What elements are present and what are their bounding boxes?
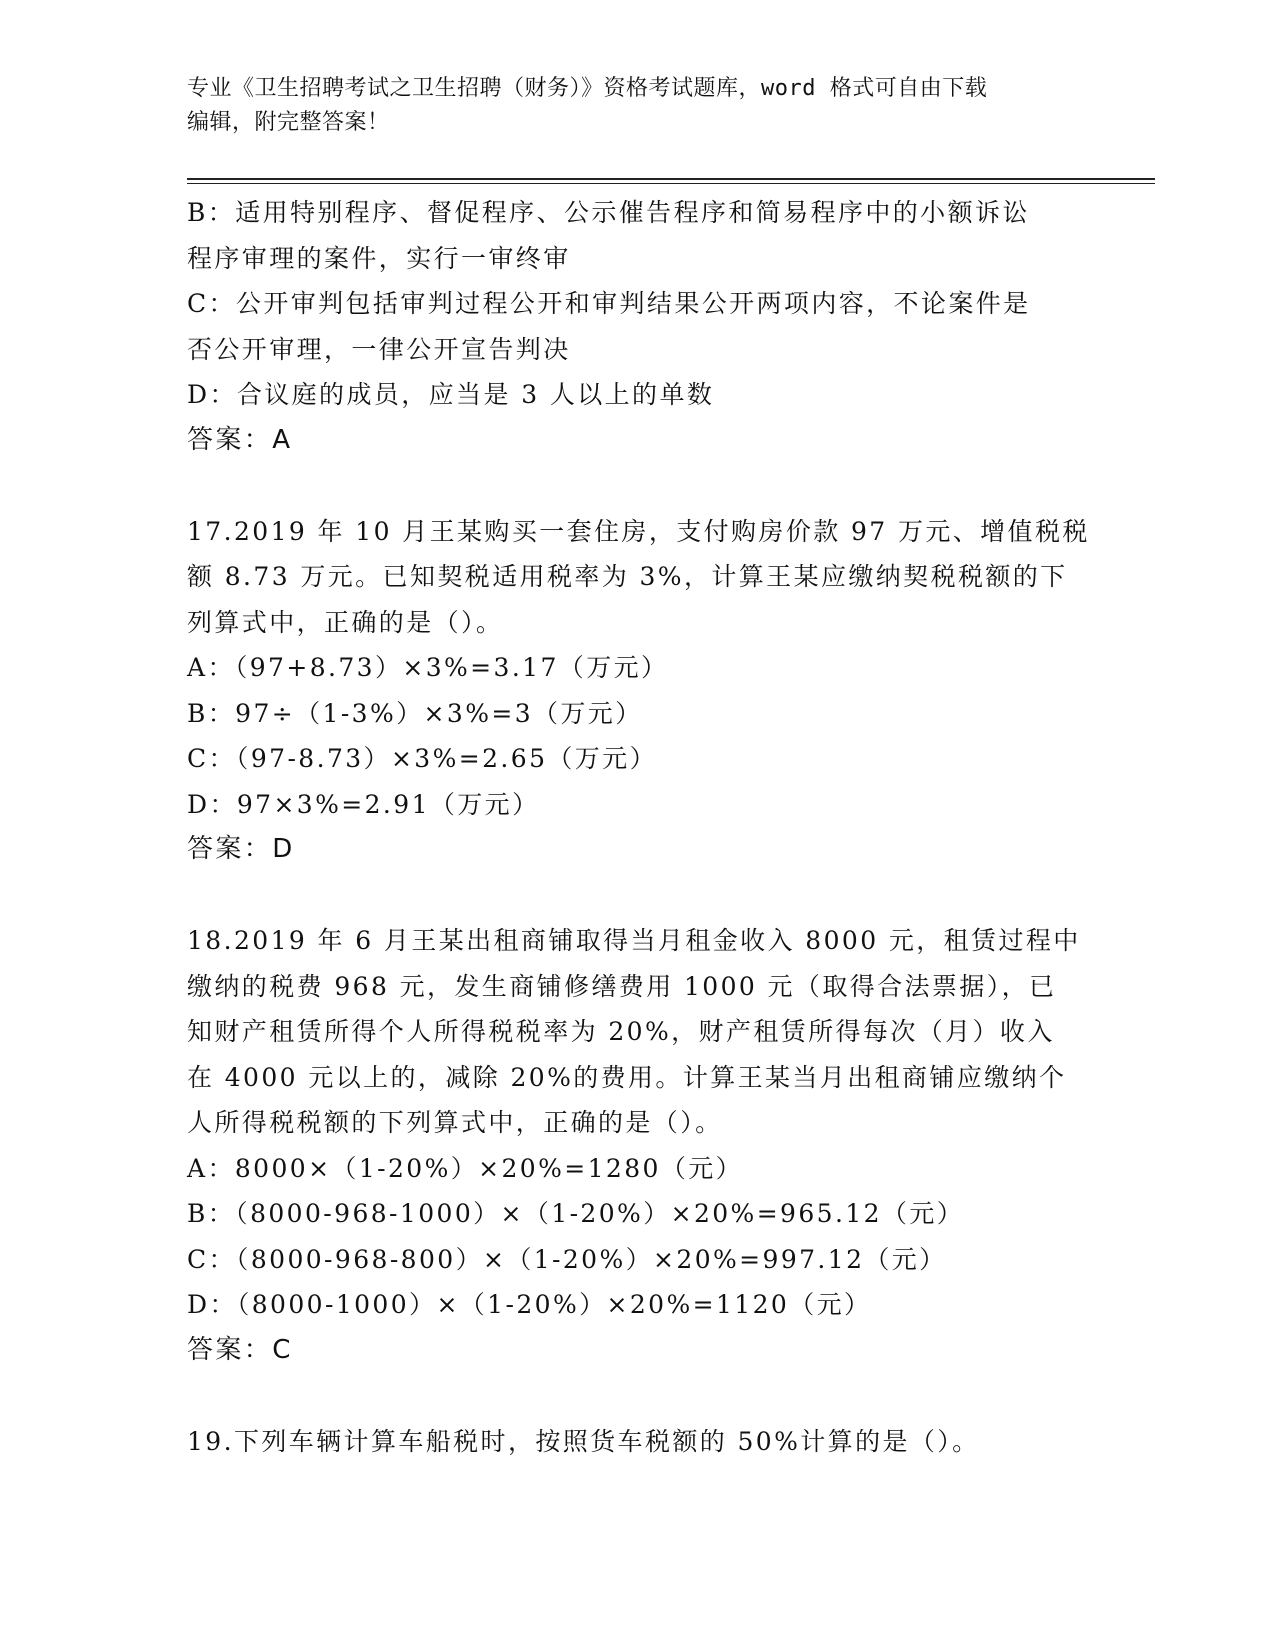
- option-line: D：合议庭的成员，应当是 3 人以上的单数: [187, 380, 715, 409]
- question-stem-line: 18.2019 年 6 月王某出租商铺取得当月租金收入 8000 元，租赁过程中: [187, 926, 1081, 955]
- option-line: D：（8000-1000）×（1-20%）×20%=1120（元）: [187, 1290, 872, 1319]
- question-stem-line: 人所得税税额的下列算式中，正确的是（）。: [187, 1108, 723, 1137]
- question-19: [187, 1419, 1087, 1465]
- option-line: C：（97-8.73）×3%=2.65（万元）: [187, 744, 657, 773]
- question-stem-line: 19.下列车辆计算车船税时，按照货车税额的 50%计算的是（）。: [187, 1426, 980, 1456]
- document-header: [187, 72, 1087, 140]
- spacer: [187, 463, 1087, 509]
- answer-line: 答案：C: [187, 1334, 293, 1365]
- option-line: A：8000×（1-20%）×20%=1280（元）: [187, 1153, 744, 1183]
- question-stem-line: 缴纳的税费 968 元，发生商铺修缮费用 1000 元（取得合法票据），已: [187, 971, 1057, 1001]
- question-stem-line: 额 8.73 万元。已知契税适用税率为 3%，计算王某应缴纳契税税额的下: [187, 562, 1068, 591]
- option-line: C：（8000-968-800）×（1-20%）×20%=997.12（元）: [187, 1244, 947, 1274]
- option-line: C：公开审判包括审判过程公开和审判结果公开两项内容，不论案件是: [187, 289, 1031, 318]
- question-16: [187, 190, 1087, 463]
- question-stem-line: 在 4000 元以上的，减除 20%的费用。计算王某当月出租商铺应缴纳个: [187, 1062, 1067, 1092]
- option-line: B：（8000-968-1000）×（1-20%）×20%=965.12（元）: [187, 1199, 965, 1228]
- spacer: [187, 1373, 1087, 1419]
- question-content: [187, 190, 1090, 1464]
- spacer: [187, 873, 1087, 919]
- option-line: D：97×3%=2.91（万元）: [187, 789, 540, 819]
- header-divider: [187, 178, 1155, 180]
- question-stem-line: 17.2019 年 10 月王某购买一套住房，支付购房价款 97 万元、增值税税: [187, 516, 1090, 546]
- option-line: B：97÷（1-3%）×3%=3（万元）: [187, 698, 643, 728]
- header-line: 专业《卫生招聘考试之卫生招聘（财务）》资格考试题库，word 格式可自由下载: [187, 76, 988, 101]
- option-line: B：适用特别程序、督促程序、公示催告程序和简易程序中的小额诉讼: [187, 198, 1030, 227]
- header-divider: [187, 183, 1155, 184]
- answer-line: 答案：A: [187, 424, 293, 455]
- answer-line: 答案：D: [187, 834, 295, 864]
- option-line: A：（97+8.73）×3%=3.17（万元）: [187, 653, 669, 682]
- question-18: [187, 918, 1087, 1373]
- question-stem-line: 列算式中，正确的是（）。: [187, 607, 504, 637]
- question-17: [187, 509, 1090, 873]
- option-line: 否公开审理，一律公开宣告判决: [187, 334, 571, 364]
- header-line: 编辑，附完整答案！: [187, 110, 390, 135]
- question-stem-line: 知财产租赁所得个人所得税税率为 20%，财产租赁所得每次（月）收入: [187, 1017, 1055, 1046]
- option-line: 程序审理的案件，实行一审终审: [187, 243, 571, 273]
